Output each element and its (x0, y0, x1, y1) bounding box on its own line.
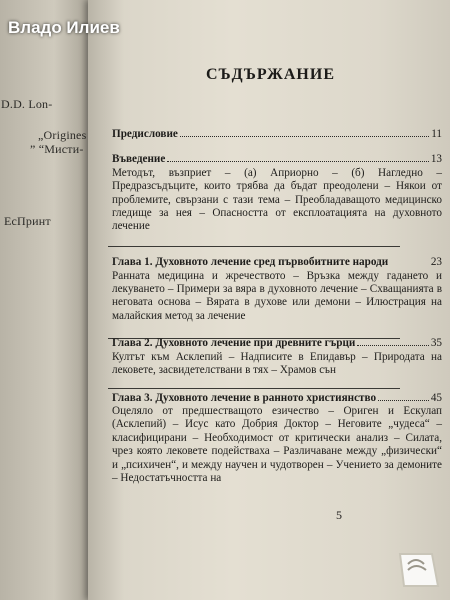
left-page-text-4: ЕсПринт (4, 214, 51, 228)
toc-page: 11 (431, 128, 442, 140)
toc-heading: Глава 3. Духовното лечение в ранното християнство (112, 391, 377, 404)
bazar-logo-icon (392, 548, 442, 592)
toc-description: Култът към Асклепий – Надписите в Епидавър – Природата на лековете, засвидетелствани в тях – Храмов сън (112, 350, 442, 377)
toc-page: 35 (430, 337, 442, 350)
toc-description: Оцеляло от предшестващото езичество – Ориген и Ескулап (Асклепий) – Исус като Добрия Доктор – Неговите „чудеса“ – класифицирани – Необходимост от критически анализ – Силата, чрез която лековете подействаха – Различаване между „физически“ и „психичен“, и между научен и чудотворен – Учението за демоните – Недостатъчността на (112, 404, 442, 484)
toc-entry (112, 337, 442, 377)
left-page-text-3: ” “Мисти- (30, 142, 84, 156)
toc-page: 45 (430, 391, 442, 404)
toc-heading: Предисловие (112, 128, 178, 140)
toc-heading: Глава 1. Духовното лечение сред първобитните народи (112, 255, 389, 268)
toc-description: Методът, възприет – (а) Априорно – (б) Нагледно – Предразсъдъците, които трябва да бъдат преодолени – Някои от проблемите, свързани с тази тема – Преобладаващото медицинско гледище за нея – Опасността от експлоатацията на духовното лечение (112, 166, 442, 233)
toc-page: 23 (430, 256, 442, 269)
toc-heading: Въведение (112, 153, 166, 166)
toc-entry (112, 128, 442, 141)
toc-entry (112, 392, 442, 486)
left-page-text-1: D.D. Lon- (1, 97, 53, 111)
toc-description: Ранната медицина и жречеството – Връзка между гадането и лекуването – Примери за вяра в духовното лечение – Схващанията в неговата основа – Вярата в духове или демони – Илюстрация на малайския метод за лечение (112, 269, 442, 322)
watermark-text: Владо Илиев (8, 18, 120, 37)
toc-area (88, 0, 450, 600)
background-left-page (0, 0, 90, 600)
toc-entry (112, 256, 442, 323)
left-page-text-2: „Origines (38, 128, 87, 142)
page-title: СЪДЪРЖАНИЕ (206, 66, 335, 83)
toc-entry (112, 153, 442, 233)
page-number: 5 (336, 508, 342, 522)
toc-heading: Глава 2. Духовното лечение при древните гърци (112, 337, 356, 350)
toc-page: 13 (430, 153, 442, 166)
